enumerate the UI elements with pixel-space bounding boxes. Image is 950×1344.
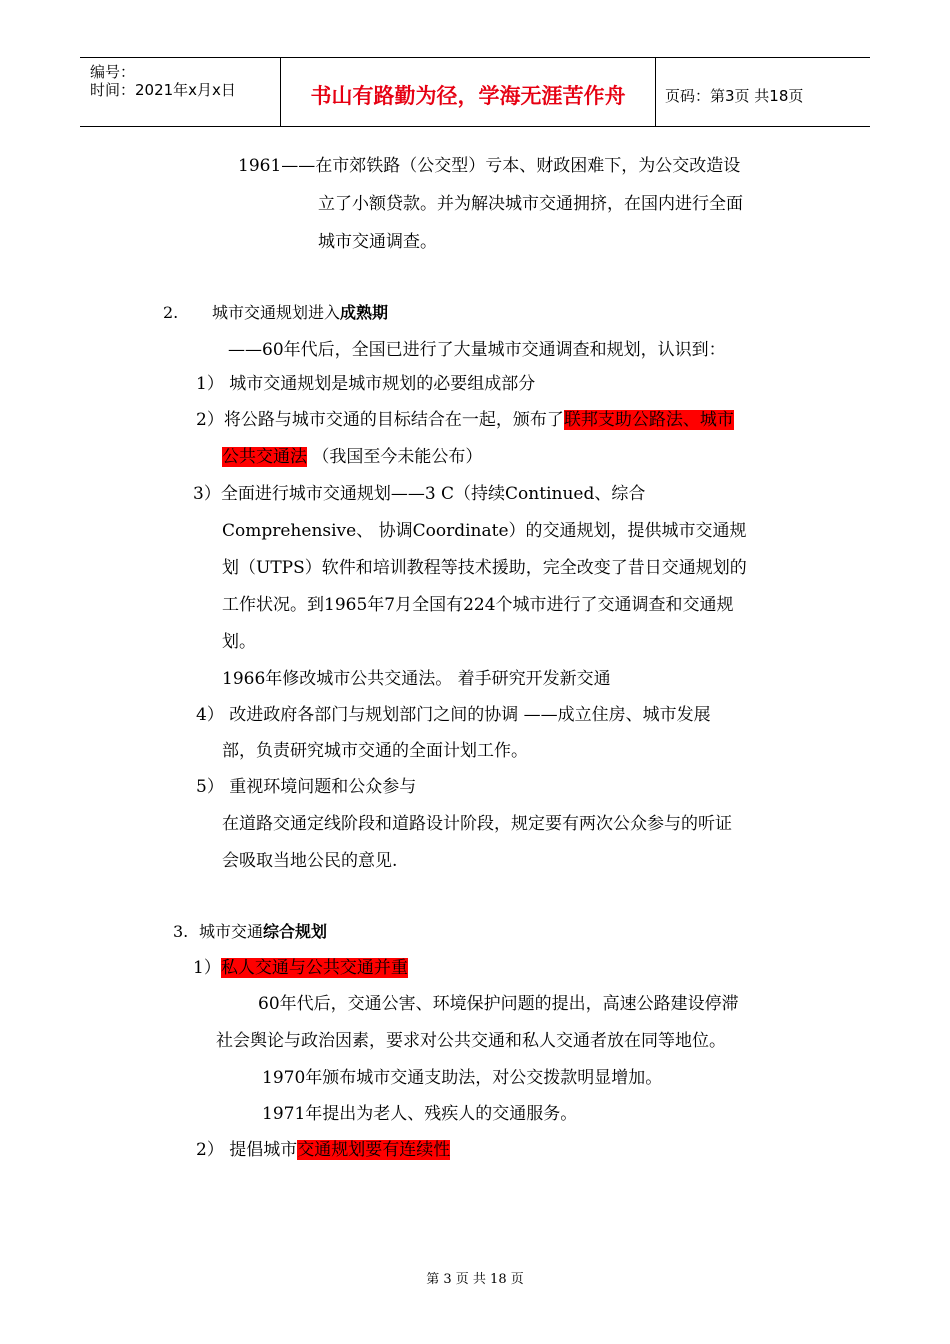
section-2-item-3-line3: 划（UTPS）软件和培训教程等技术援助，完全改变了昔日交通规划的 [222,558,747,578]
section-2-item-5-line3: 会吸取当地公民的意见. [222,851,398,871]
page-footer: 第 3 页 共 18 页 [426,1272,524,1287]
section-2-item-4-line1: 4） 改进政府各部门与规划部门之间的协调 ——成立住房、城市发展 [196,705,711,725]
section-3-item-1-para-line2: 社会舆论与政治因素，要求对公共交通和私人交通者放在同等地位。 [216,1031,726,1051]
para-1961-line3: 城市交通调查。 [318,232,437,252]
header-motto: 书山有路勤为径，学海无涯苦作舟 [310,84,626,108]
highlight-private-public-transport: 私人交通与公共交通并重 [220,958,408,978]
section-3-heading [199,920,327,944]
section-3-item-1-heading [193,956,408,980]
section-2-heading [212,301,388,325]
section-2-heading-bold: 成熟期 [340,303,389,322]
section-2-item-1: 1） 城市交通规划是城市规划的必要组成部分 [196,374,536,394]
section-3-item-1-para-line3: 1970年颁布城市交通支助法，对公交拨款明显增加。 [262,1068,663,1088]
section-2-number: 2. [163,303,179,322]
section-3-heading-text: 城市交通 [199,922,264,941]
header-meta-cell [80,58,280,126]
section-2-heading-text: 城市交通规划进入 [212,303,341,322]
highlight-public-transit-law: 公共交通法 [222,447,307,467]
section-3-item-1-number: 1） [193,958,221,978]
section-3-item-2 [196,1138,450,1162]
para-1961-line2: 立了小额贷款。并为解决城市交通拥挤，在国内进行全面 [318,194,743,214]
section-2-intro: ——60年代后，全国已进行了大量城市交通调查和规划，认识到： [228,340,726,360]
section-2-item-2-text: 2）将公路与城市交通的目标结合在一起，颁布了 [196,410,564,430]
section-2-item-3-line1: 3）全面进行城市交通规划——3 C（持续Continued、综合 [193,484,646,504]
doc-number-label: 编号： [90,63,136,81]
header-pagecode-cell [655,58,870,126]
section-2-item-4-line2: 部，负责研究城市交通的全面计划工作。 [222,741,528,761]
section-2-item-2-line1 [196,408,734,432]
para-1961-line1: 1961——在市郊铁路（公交型）亏本、财政困难下，为公交改造设 [238,156,741,176]
section-2-item-3-line5: 划。 [222,632,256,652]
section-3-item-2-text: 2） 提倡城市 [196,1140,298,1160]
section-2-item-2-note: （我国至今未能公布） [307,447,483,467]
section-2-item-3-line4: 工作状况。到1965年7月全国有224个城市进行了交通调查和交通规 [222,595,734,615]
section-3-number: 3. [173,922,189,941]
header-motto-cell [280,58,656,126]
doc-time-label: 时间：2021年x月x日 [90,81,236,99]
section-3-heading-bold: 综合规划 [263,922,328,941]
page-header [80,57,870,127]
section-2-item-5-line2: 在道路交通定线阶段和道路设计阶段，规定要有两次公众参与的听证 [222,814,732,834]
section-2-item-3-line2: Comprehensive、 协调Coordinate）的交通规划，提供城市交通规 [222,521,747,541]
highlight-federal-road-law: 联邦支助公路法、城市 [563,410,734,430]
header-page-code: 页码：第3页 共18页 [665,87,804,105]
section-2-item-2-line2 [222,445,482,469]
section-3-item-1-para-line1: 60年代后，交通公害、环境保护问题的提出，高速公路建设停滞 [258,994,739,1014]
section-2-item-5-line1: 5） 重视环境问题和公众参与 [196,777,417,797]
section-2-item-3-line6: 1966年修改城市公共交通法。 着手研究开发新交通 [222,669,611,689]
section-3-item-1-para-line4: 1971年提出为老人、残疾人的交通服务。 [262,1104,578,1124]
highlight-planning-continuity: 交通规划要有连续性 [297,1140,451,1160]
